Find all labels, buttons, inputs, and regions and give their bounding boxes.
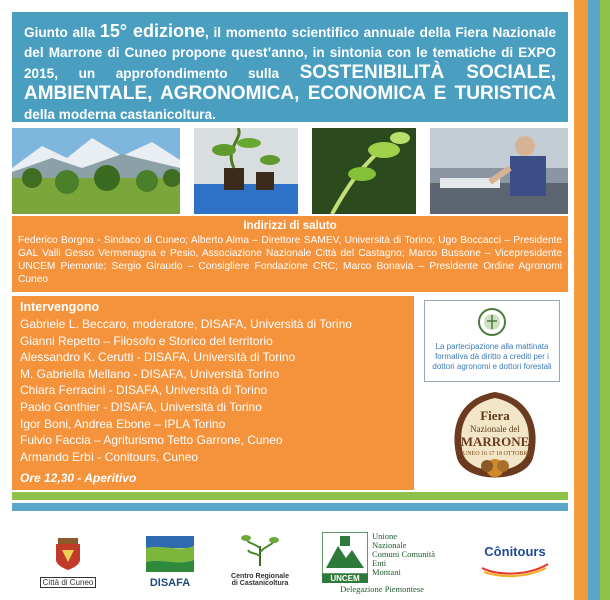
greetings-title: Indirizzi di saluto: [243, 220, 337, 232]
greetings-text: Federico Borgna - Sindaco di Cuneo; Alberto Alma – Direttore SAMEV, Università di Torino; Ugo Boccacci – Presidente GAL Valli Gesso Vermenagna e Pesio, Associazione Nazionale Città del Castagno; Marco Bussone – Vicepresidente UNCEM Piemonte; Sergio Giraudo – Consigliere Fondazione CRC; Marco Bonavia – Presidente Ordine Agronomi Cuneo: [18, 235, 562, 285]
credits-box: [424, 300, 560, 382]
poster-nazionale: Nazionale del: [470, 424, 520, 434]
uncem-mountains-icon: [322, 532, 368, 574]
uncem-line-4: Enti: [372, 558, 387, 568]
credits-text: La partecipazione alla mattinata formativa dà diritto a crediti per i dottori agronomi e dottori forestali: [432, 342, 552, 371]
poster-dates: CUNEO 16 17 18 OTTOBRE: [458, 451, 532, 457]
aperitivo-time: Ore 12,30 - Aperitivo: [20, 471, 137, 486]
agronomi-seal-icon: [477, 307, 507, 337]
logo-uncem: [322, 532, 442, 592]
logo-cuneo-label: Città di Cuneo: [40, 577, 96, 588]
fiera-poster: [447, 388, 543, 492]
speaker-item: Fulvio Faccia – Agriturismo Tetto Garrone, Cuneo: [20, 433, 283, 448]
intro-text-1: Giunto alla: [24, 25, 100, 40]
speaker-item: Paolo Gonthier - DISAFA, Università di Torino: [20, 399, 262, 414]
photo-plant-green: [312, 128, 416, 214]
speaker-item: Gianni Repetto – Filosofo e Storico del territorio: [20, 333, 273, 348]
uncem-line-5: Montani: [372, 567, 401, 577]
photo-greenhouse-worker: [430, 128, 568, 214]
logo-conitours-label: Cônitours: [484, 544, 546, 559]
uncem-line-3: Comuni Comunità: [372, 549, 436, 559]
photo-strip: [12, 128, 568, 214]
uncem-line-2: Nazionale: [372, 540, 407, 550]
poster-fiera: Fiera: [480, 408, 510, 423]
logo-disafa-label: DISAFA: [149, 577, 191, 589]
logo-citta-di-cuneo: [40, 536, 96, 586]
cuneo-crest-icon: [40, 536, 96, 572]
intro-text-2: , il momento scientifico annuale della Fiera Nazionale del Marrone di Cuneo propone quest’anno, in sintonia con le tematiche di EXPO 2015, un approfondimento sulla: [24, 25, 557, 81]
speaker-item: Chiara Ferracini - DISAFA, Università di Torino: [20, 383, 268, 398]
logo-conitours: [478, 538, 552, 578]
photo-chestnut-orchard: [12, 128, 180, 214]
speaker-item: Igor Boni, Andrea Ebone – IPLA Torino: [20, 416, 226, 431]
intro-banner: [12, 12, 568, 122]
uncem-badge: UNCEM: [322, 574, 368, 583]
intro-text-3: della moderna castanicoltura.: [24, 107, 216, 122]
logo-disafa: [146, 536, 194, 592]
intro-edition: 15° edizione: [99, 21, 206, 41]
footer-band-green: [12, 492, 568, 500]
disafa-fields-icon: [146, 536, 194, 572]
intro-topic: SOSTENIBILITÀ SOCIALE, AMBIENTALE, AGRONOMICA, ECONOMICA E TURISTICA: [24, 62, 556, 104]
speaker-item: Alessandro K. Cerutti - DISAFA, Università di Torino: [20, 350, 296, 365]
speaker-item: Gabriele L. Beccaro, moderatore, DISAFA, Università di Torino: [20, 317, 352, 331]
poster-marrone: MARRONE: [460, 434, 530, 449]
speaker-item: M. Gabriella Mellano - DISAFA, Università Torino: [20, 366, 280, 381]
decor-stripe-orange: [574, 0, 588, 600]
uncem-line-1: Unione: [372, 531, 398, 541]
speakers-title: Intervengono: [20, 300, 100, 314]
chestnut-tree-icon: [230, 532, 290, 568]
speaker-item: Armando Erbì - Conitours, Cuneo: [20, 449, 199, 464]
logo-centro-castanicoltura: [230, 532, 290, 590]
decor-stripe-blue: [588, 0, 600, 600]
footer-band-blue: [12, 503, 568, 511]
greetings-section: [12, 216, 568, 292]
uncem-delegazione: Delegazione Piemontese: [340, 584, 424, 594]
logo-centro-label: Centro Regionale di Castanicoltura: [231, 573, 289, 587]
speakers-section: [12, 296, 414, 490]
photo-seedlings: [194, 128, 298, 214]
decor-stripe-green: [600, 0, 610, 600]
